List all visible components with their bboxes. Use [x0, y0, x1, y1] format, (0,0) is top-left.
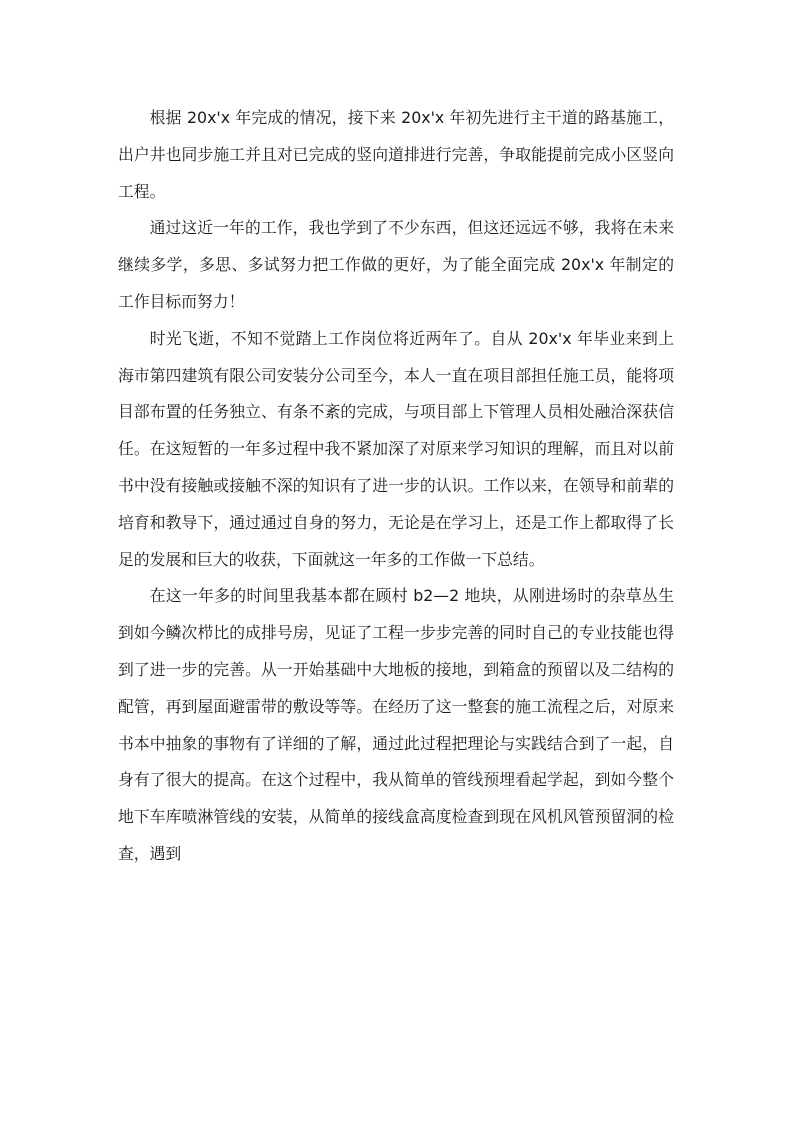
- paragraph-plan-next-year: 根据 20x'x 年完成的情况，接下来 20x'x 年初先进行主干道的路基施工，出户井也同步施工并且对已完成的竖向道排进行完善，争取能提前完成小区竖向工程。: [118, 108, 674, 201]
- paragraph-work-introduction: 时光飞逝，不知不觉踏上工作岗位将近两年了。自从 20x'x 年毕业来到上海市第四建筑有限公司安装分公司至今，本人一直在项目部担任施工员，能将项目部布置的任务独立、有条不紊的完成，与项目部上下管理人员相处融洽深获信任。在这短暂的一年多过程中我不紧加深了对原来学习知识的理解，而且对以前书中没有接触或接触不深的知识有了进一步的认识。工作以来，在领导和前辈的培育和教导下，通过通过自身的努力，无论是在学习上，还是工作上都取得了长足的发展和巨大的收获，下面就这一年多的工作做一下总结。: [118, 328, 674, 569]
- document-body: [118, 100, 674, 873]
- paragraph-learning-summary: 通过这近一年的工作，我也学到了不少东西，但这还远远不够，我将在未来继续多学，多思、多试努力把工作做的更好，为了能全面完成 20x'x 年制定的工作目标而努力！: [118, 218, 674, 311]
- paragraph-project-experience: 在这一年多的时间里我基本都在顾村 b2—2 地块，从刚进场时的杂草丛生到如今鳞次栉比的成排号房，见证了工程一步步完善的同时自己的专业技能也得到了进一步的完善。从一开始基础中大地板的接地，到箱盒的预留以及二结构的配管，再到屋面避雷带的敷设等等。在经历了这一整套的施工流程之后，对原来书本中抽象的事物有了详细的了解，通过此过程把理论与实践结合到了一起，自身有了很大的提高。在这个过程中，我从简单的管线预埋看起学起，到如今整个地下车库喷淋管线的安装，从简单的接线盒高度检查到现在风机风管预留洞的检查，遇到: [118, 586, 674, 863]
